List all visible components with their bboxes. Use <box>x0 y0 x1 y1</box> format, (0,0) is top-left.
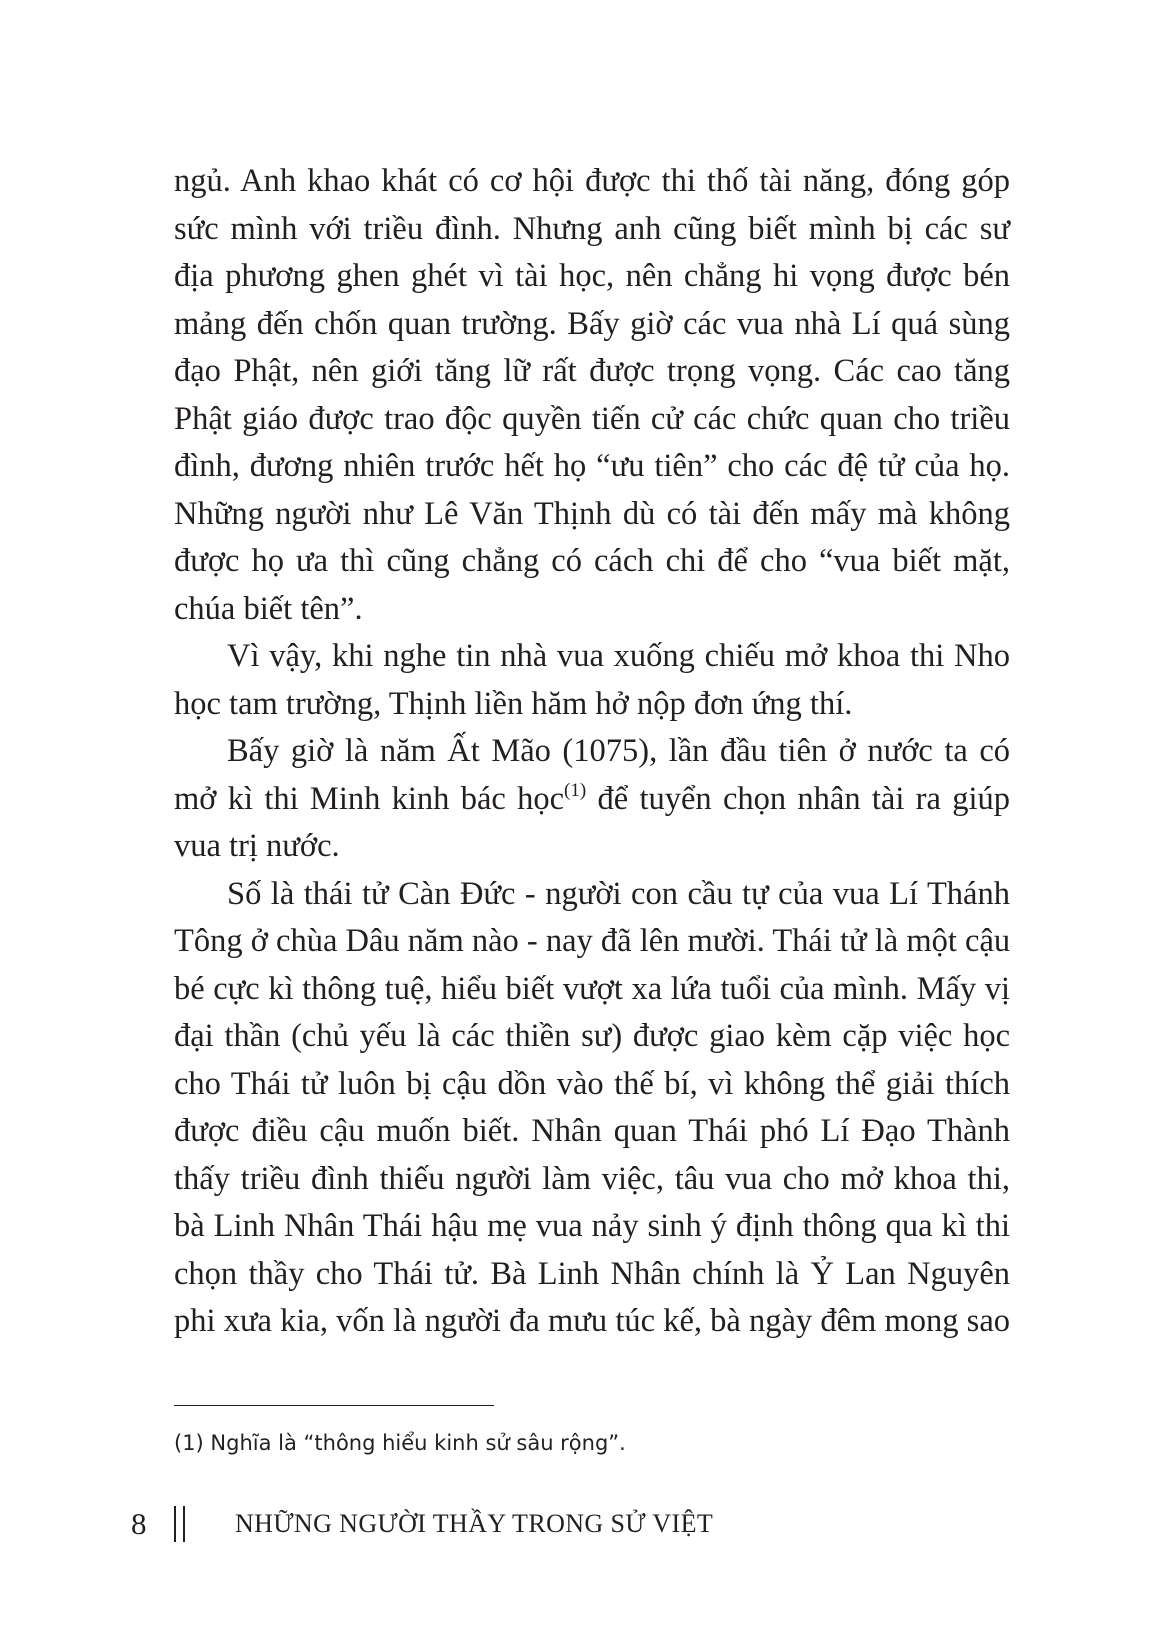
text-line: Phật giáo được trao độc quyền tiến cử các chức quan cho triều <box>174 400 1010 437</box>
text-line: được điều cậu muốn biết. Nhân quan Thái phó Lí Đạo Thành <box>174 1113 1010 1149</box>
text-line: sức mình với triều đình. Nhưng anh cũng biết mình bị các sư <box>174 210 1010 247</box>
text-line: đại thần (chủ yếu là các thiền sư) được giao kèm cặp việc học <box>174 1018 1010 1054</box>
text-line: bé cực kì thông tuệ, hiểu biết vượt xa lứa tuổi của mình. Mấy vị <box>174 970 1010 1007</box>
footnote-reference: (1) <box>564 779 587 801</box>
text-line: thấy triều đình thiếu người làm việc, tâu vua cho mở khoa thi, <box>174 1160 1010 1197</box>
text-line: vua trị nước. <box>174 828 340 864</box>
text-line: Những người như Lê Văn Thịnh dù có tài đến mấy mà không <box>174 495 1010 532</box>
text-line: phi xưa kia, vốn là người đa mưu túc kế, bà ngày đêm mong sao <box>174 1303 1010 1339</box>
double-bar-separator <box>174 1506 186 1542</box>
text-line: mảng đến chốn quan trường. Bấy giờ các vua nhà Lí quá sùng <box>174 305 1010 342</box>
text-line: Tông ở chùa Dâu năm nào - nay đã lên mười. Thái tử là một cậu <box>174 923 1011 959</box>
text-line: ngủ. Anh khao khát có cơ hội được thi thố tài năng, đóng góp <box>174 163 1010 199</box>
text-line: địa phương ghen ghét vì tài học, nên chẳng hi vọng được bén <box>174 258 1010 294</box>
text-line-with-footnote <box>174 776 1010 824</box>
text-segment: để tuyển chọn nhân tài ra giúp <box>597 780 1010 817</box>
text-line: chọn thầy cho Thái tử. Bà Linh Nhân chính là Ỷ Lan Nguyên <box>174 1255 1010 1292</box>
text-line: Số là thái tử Càn Đức - người con cầu tự của vua Lí Thánh <box>227 875 1010 912</box>
page-footer <box>0 1502 1174 1546</box>
text-line: Bấy giờ là năm Ất Mão (1075), lần đầu tiên ở nước ta có <box>227 733 1010 769</box>
text-line: bà Linh Nhân Thái hậu mẹ vua nảy sinh ý định thông qua kì thi <box>174 1208 1010 1244</box>
footnote-text: (1) Nghĩa là “thông hiểu kinh sử sâu rộng”. <box>174 1431 626 1455</box>
text-line: cho Thái tử luôn bị cậu dồn vào thế bí, vì không thể giải thích <box>174 1065 1010 1102</box>
text-line: được họ ưa thì cũng chẳng có cách chi để cho “vua biết mặt, <box>174 543 1010 579</box>
page-number: 8 <box>131 1506 147 1541</box>
text-line: chúa biết tên”. <box>174 590 363 627</box>
text-segment: mở kì thi Minh kinh bác học <box>174 780 565 817</box>
running-title: NHỮNG NGƯỜI THẦY TRONG SỬ VIỆT <box>235 1509 714 1538</box>
text-line: học tam trường, Thịnh liền hăm hở nộp đơn ứng thí. <box>174 685 853 722</box>
text-line: Vì vậy, khi nghe tin nhà vua xuống chiếu mở khoa thi Nho <box>227 638 1010 674</box>
body-text <box>174 158 1010 1346</box>
footnote-divider <box>174 1405 494 1406</box>
text-line: đình, đương nhiên trước hết họ “ưu tiên” cho các đệ tử của họ. <box>174 448 1010 484</box>
text-line: đạo Phật, nên giới tăng lữ rất được trọng vọng. Các cao tăng <box>174 353 1010 389</box>
